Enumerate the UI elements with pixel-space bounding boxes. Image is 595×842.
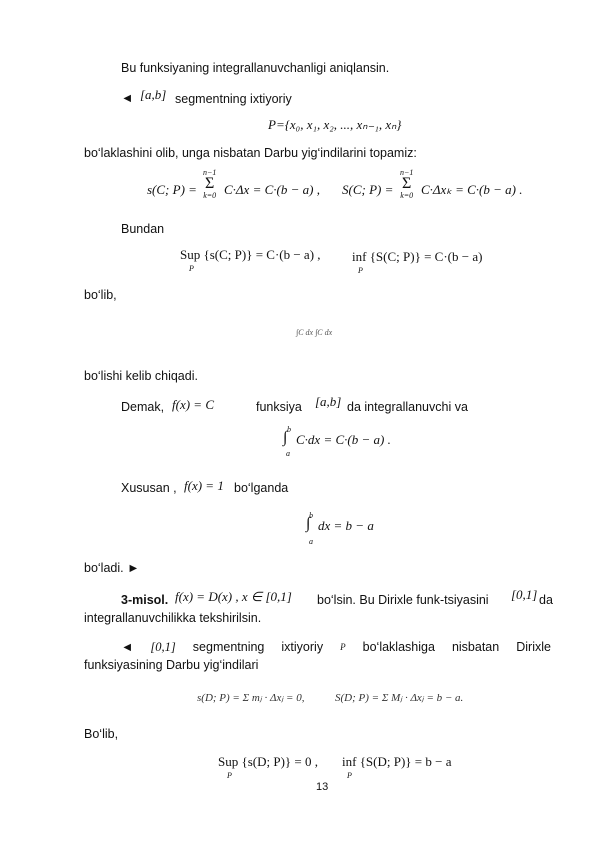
page-number: 13 bbox=[316, 781, 329, 793]
sum-sign-lower: n−1 Σ k=0 bbox=[203, 168, 217, 200]
paragraph-intro: Bu funksiyaning integrallanuvchanligi aniqlansin. bbox=[121, 61, 390, 75]
sup-formula: Sup {s(C; P)} = C·(b − a) , bbox=[180, 247, 321, 262]
final-inf-subscript: P bbox=[347, 771, 352, 780]
demak-label: Demak, bbox=[121, 400, 165, 414]
proof-interval: [0,1] bbox=[150, 640, 176, 654]
proof-word-dirichlet: Dirixle bbox=[516, 640, 551, 654]
bundan-label: Bundan bbox=[121, 222, 165, 236]
integral1-lower-limit: a bbox=[286, 449, 290, 458]
paragraph-darbu: bo‘laklashini olib, unga nisbatan Darbu yig‘indilarini topamiz: bbox=[84, 146, 417, 160]
marker-start: ◄ bbox=[121, 91, 134, 105]
dirichlet-upper-sum: S(D; P) = Σ Mⱼ · Δxⱼ = b − a. bbox=[335, 692, 464, 704]
inf-formula: inf {S(C; P)} = C·(b − a) bbox=[352, 249, 483, 264]
final-sup-formula: Sup {s(D; P)} = 0 , bbox=[218, 754, 318, 769]
example-interval: [0,1] bbox=[511, 587, 538, 602]
example-da: da bbox=[539, 593, 553, 607]
darbu-upper-rhs: C·Δxₖ = C·(b − a) . bbox=[421, 182, 523, 197]
example-title: 3-misol. bbox=[121, 593, 169, 607]
integral-sign-1: ∫ bbox=[283, 429, 288, 446]
proof-line2: funksiyasining Darbu yig‘indilari bbox=[84, 658, 259, 672]
integral-sign-2: ∫ bbox=[306, 515, 311, 532]
darbu-lower-lhs: s(C; P) = bbox=[147, 182, 197, 197]
sum-sign-upper: n−1 Σ k=0 bbox=[400, 168, 414, 200]
darbu-lower-rhs: C·Δx = C·(b − a) , bbox=[224, 182, 320, 197]
paragraph-end-proof: bo‘ladi. ► bbox=[84, 561, 140, 575]
integral2-body: dx = b − a bbox=[318, 518, 374, 533]
proof-line1 bbox=[121, 639, 551, 655]
bolib-label: bo‘lib, bbox=[84, 288, 117, 302]
funksiya-word: funksiya bbox=[256, 400, 302, 414]
final-inf-formula: inf {S(D; P)} = b − a bbox=[342, 754, 452, 769]
xususan-tail: bo‘lganda bbox=[234, 481, 289, 495]
integral2-upper-limit: b bbox=[309, 511, 313, 520]
example-line2: integrallanuvchilikka tekshirilsin. bbox=[84, 611, 262, 625]
xususan-function: f(x) = 1 bbox=[184, 478, 224, 493]
sup-subscript: P bbox=[189, 264, 194, 273]
darbu-upper-lhs: S(C; P) = bbox=[342, 182, 394, 197]
proof-word-segment: segmentning bbox=[192, 640, 265, 654]
integral1-upper-limit: b bbox=[287, 425, 291, 434]
paragraph-segment: segmentning ixtiyoriy bbox=[175, 92, 292, 106]
partition-formula: P={x₀, x₁, x₂, ..., xₙ₋₁, xₙ} bbox=[268, 117, 402, 132]
demak-interval: [a,b] bbox=[315, 394, 342, 409]
proof-word-partition: bo‘laklashiga bbox=[362, 640, 435, 654]
proof-word-relative: nisbatan bbox=[451, 640, 500, 654]
example-function: f(x) = D(x) , x ∈ [0,1] bbox=[175, 589, 292, 604]
demak-tail: da integrallanuvchi va bbox=[347, 400, 468, 414]
paragraph-conclusion: bo‘lishi kelib chiqadi. bbox=[84, 369, 198, 383]
proof-marker: ◄ bbox=[121, 640, 134, 654]
integral1-body: C·dx = C·(b − a) . bbox=[296, 432, 391, 447]
bolib2-label: Bo‘lib, bbox=[84, 727, 119, 741]
demak-function: f(x) = C bbox=[172, 397, 214, 412]
equal-integrals-formula: ∫C dx ∫C dx bbox=[296, 328, 333, 337]
dirichlet-lower-sum: s(D; P) = Σ mⱼ · Δxⱼ = 0, bbox=[197, 692, 305, 704]
integral2-lower-limit: a bbox=[309, 537, 313, 546]
interval-ab: [a,b] bbox=[140, 87, 167, 102]
final-sup-subscript: P bbox=[227, 771, 232, 780]
example-text: bo‘lsin. Bu Dirixle funk-tsiyasini bbox=[317, 593, 489, 607]
proof-word-arbitrary: ixtiyoriy bbox=[281, 640, 324, 654]
inf-subscript: P bbox=[358, 266, 363, 275]
proof-partition-symbol: P bbox=[340, 642, 346, 652]
xususan-label: Xususan , bbox=[121, 481, 177, 495]
